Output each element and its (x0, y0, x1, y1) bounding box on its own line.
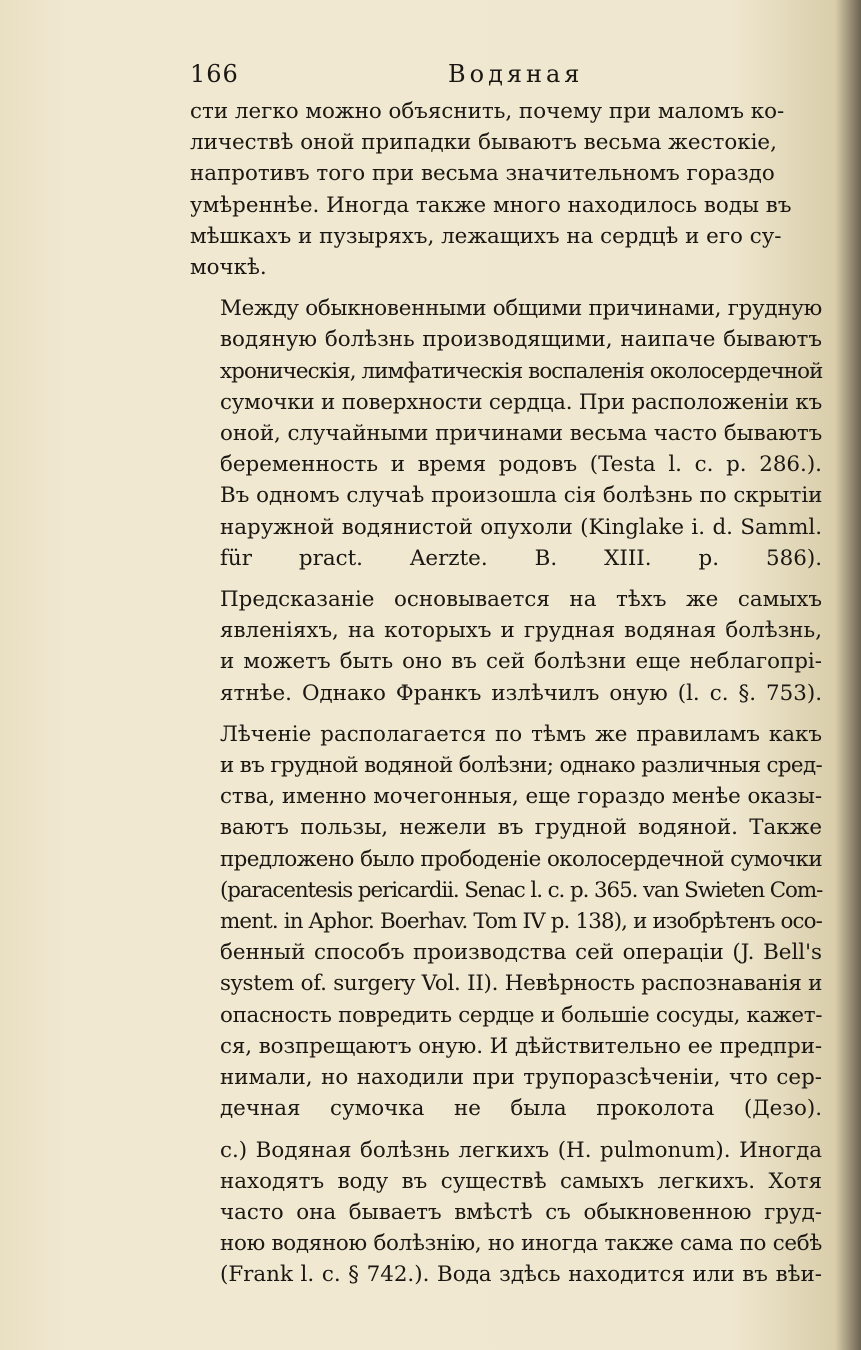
text-line: für pract. Aerzte. B. XIII. p. 586). (220, 545, 822, 571)
running-title: Водяная (448, 60, 584, 88)
text-line: (Frank l. c. § 742.). Вода здѣсь находится или въ вѣи- (220, 1262, 822, 1288)
text-line: бенный способъ производства сей операціи (J. Bell's (220, 940, 822, 966)
text-line: предложено было прободеніе околосердечной сумочки (220, 846, 822, 872)
paragraph-prognosis (190, 584, 822, 709)
text-line: мѣшкахъ и пузыряхъ, лежащихъ на сердцѣ и его су- (190, 223, 782, 249)
text-line: водяную болѣзнь производящими, наипаче бываютъ (220, 327, 822, 353)
text-line: c.) Водяная болѣзнь легкихъ (H. pulmonum). Иногда (220, 1137, 822, 1163)
text-line: ся, возпрещаютъ оную. И дѣйствительно ее предпри- (220, 1033, 822, 1059)
text-line: сти легко можно объяснить, почему при маломъ ко- (190, 99, 785, 124)
text-line: напротивъ того при весьма значительномъ гораздо (190, 161, 775, 187)
text-line: ваютъ пользы, нежели въ грудной водяной. Также (220, 815, 822, 841)
text-line: дечная сумочка не была проколота (Дезо). (220, 1096, 822, 1122)
text-line: сумочки и поверхности сердца. При расположеніи къ (220, 389, 822, 415)
text-line: часто она бываетъ вмѣстѣ съ обыкновенною груд- (220, 1199, 822, 1225)
text-line: оной, случайными причинами весьма часто бываютъ (220, 421, 823, 447)
text-line: (paracentesis pericardii. Senac l. c. p. 365. van Swieten Com- (220, 877, 823, 903)
paragraph-causes (190, 293, 822, 574)
text-line: Предсказаніе основывается на тѣхъ же самыхъ (220, 587, 822, 613)
body-text (190, 96, 822, 1291)
text-line: ment. in Aphor. Boerhav. Tom IV p. 138), и изобрѣтенъ осо- (220, 909, 822, 935)
text-line: Лѣченіе располагается по тѣмъ же правиламъ какъ (220, 721, 822, 747)
paragraph-treatment (190, 719, 822, 1125)
text-line: личествѣ оной припадки бываютъ весьма жестокіе, (190, 130, 777, 156)
text-line: ятнѣе. Однако Франкъ излѣчилъ оную (l. c. §. 753). (220, 680, 822, 706)
text-line: и можетъ быть оно въ сей болѣзни еще неблагопрі- (220, 649, 822, 675)
text-line: ства, именно мочегонныя, еще гораздо менѣе оказы- (220, 784, 822, 810)
text-line: ною водяною болѣзнію, но иногда также сама по себѣ (220, 1231, 822, 1257)
text-line: умѣреннѣе. Иногда также много находилось воды въ (190, 192, 792, 218)
text-line: наружной водянистой опухоли (Kinglake i. d. Samml. (220, 514, 822, 540)
page-header (190, 60, 820, 90)
text-line: опасность повредить сердце и большіе сосуды, кажет- (220, 1002, 823, 1028)
page-number: 166 (190, 60, 239, 88)
text-line: system of. surgery Vol. II). Невѣрность распознаванія и (220, 971, 823, 997)
text-line: нимали, но находили при трупоразсѣченіи, что сер- (220, 1065, 822, 1091)
text-line: Въ одномъ случаѣ произошла сія болѣзнь по скрытіи (220, 483, 823, 509)
text-line: и въ грудной водяной болѣзни; однако различныя сред- (220, 753, 823, 779)
text-line: мочкѣ. (190, 255, 267, 281)
paragraph-lung-dropsy (190, 1135, 822, 1291)
text-line: беременность и время родовъ (Testa l. c. p. 286.). (220, 452, 822, 478)
text-line: явленіяхъ, на которыхъ и грудная водяная болѣзнь, (220, 618, 822, 644)
text-line: находятъ воду въ существѣ самыхъ легкихъ. Хотя (220, 1168, 822, 1194)
paragraph-continuation (190, 96, 822, 283)
text-line: хроническія, лимфатическія воспаленія околосердечной (220, 358, 823, 384)
text-line: Между обыкновенными общими причинами, грудную (220, 296, 822, 322)
